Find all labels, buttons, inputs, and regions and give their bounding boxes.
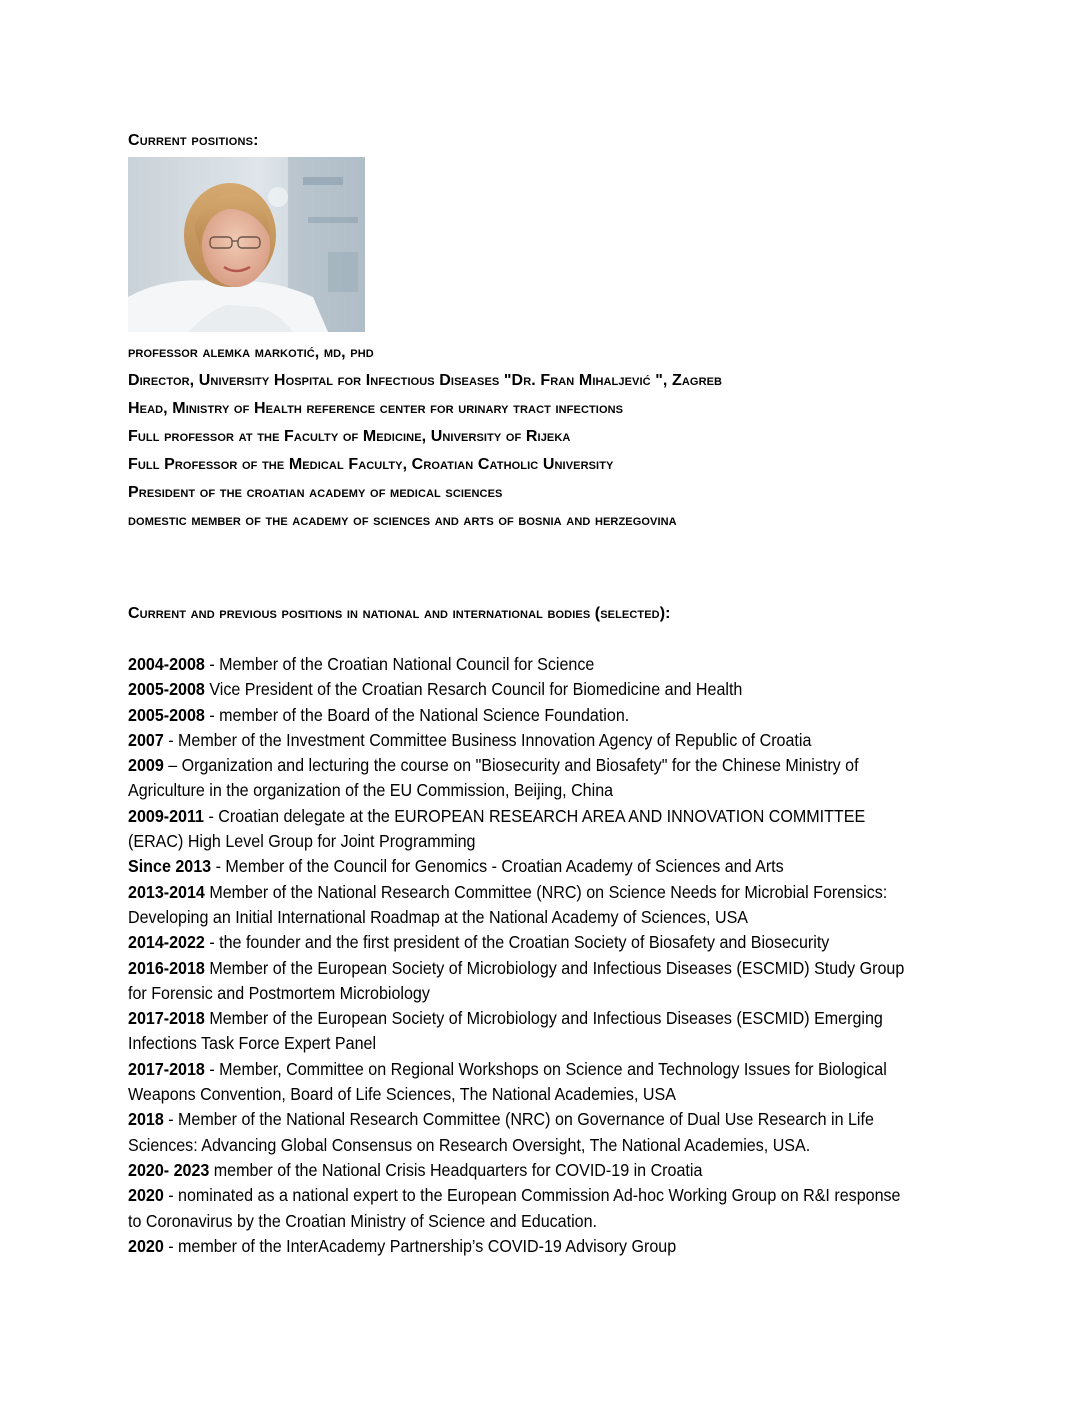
list-item	[128, 956, 909, 1007]
bodies-heading: Current and previous positions in national and international bodies (selected):	[128, 605, 671, 622]
positions-list	[128, 652, 909, 1259]
entry-year: 2020	[128, 1235, 164, 1256]
list-item	[128, 728, 909, 753]
list-item	[128, 854, 909, 879]
entry-text: Member of the National Research Committee (NRC) on Science Needs for Microbial Forensics: Developing an Initial International Roadmap at the National Academy of Sciences, USA	[128, 881, 888, 927]
list-item	[128, 1183, 909, 1234]
list-item	[128, 1057, 909, 1108]
entry-year: 2004-2008	[128, 654, 205, 674]
entry-year: 2017-2018	[128, 1058, 205, 1079]
list-item	[128, 1107, 909, 1158]
entry-year: 2016-2018	[128, 957, 205, 978]
list-item	[128, 804, 909, 855]
entry-year: 2009-2011	[128, 805, 204, 826]
entry-text: Member of the European Society of Microbiology and Infectious Diseases (ESCMID) Study Group for Forensic and Postmortem Microbiology	[128, 957, 905, 1003]
entry-year: 2017-2018	[128, 1008, 205, 1029]
list-item	[128, 1006, 909, 1057]
position-line: Head, Ministry of Health reference center for urinary tract infections	[128, 400, 624, 417]
entry-text: - Member of the National Research Committee (NRC) on Governance of Dual Use Research in Life Sciences: Advancing Global Consensus on Research Oversight, The National Academies, USA.	[128, 1109, 874, 1155]
entry-year: 2013-2014	[128, 881, 205, 902]
entry-text: Vice President of the Croatian Resarch Council for Biomedicine and Health	[204, 679, 743, 700]
list-item	[128, 1158, 909, 1183]
entry-year: 2018	[128, 1109, 164, 1130]
list-item	[128, 753, 909, 804]
entry-text: - Member, Committee on Regional Workshops on Science and Technology Issues for Biological Weapons Convention, Board of Life Sciences, The National Academies, USA	[128, 1058, 887, 1105]
list-item	[128, 1234, 909, 1259]
current-positions-heading: Current positions:	[128, 132, 259, 149]
entry-text: - Croatian delegate at the EUROPEAN RESEARCH AREA AND INNOVATION COMMITTEE (ERAC) High Level Group for Joint Programming	[128, 805, 866, 852]
position-line: domestic member of the academy of sciences and arts of bosnia and herzegovina	[128, 512, 677, 529]
entry-year: 2014-2022	[128, 932, 205, 953]
entry-text: - the founder and the first president of the Croatian Society of Biosafety and Biosecurity	[204, 932, 830, 953]
portrait-photo	[128, 157, 365, 332]
entry-text: - Member of the Croatian National Council for Science	[204, 654, 595, 674]
list-item	[128, 677, 909, 702]
entry-year: 2005-2008	[128, 704, 205, 725]
entry-text: Member of the European Society of Microbiology and Infectious Diseases (ESCMID) Emerging Infections Task Force Expert Panel	[128, 1008, 883, 1054]
entry-year: 2020- 2023	[128, 1159, 210, 1180]
entry-text: - member of the Board of the National Science Foundation.	[204, 704, 630, 725]
entry-year: 2005-2008	[128, 679, 205, 700]
list-item	[128, 880, 909, 931]
entry-text: - nominated as a national expert to the European Commission Ad-hoc Working Group on R&I response to Coronavirus by the Croatian Ministry of Science and Education.	[128, 1185, 901, 1231]
position-line: Director, University Hospital for Infectious Diseases "Dr. Fran Mihaljević ", Zagreb	[128, 372, 723, 389]
entry-text: member of the National Crisis Headquarters for COVID-19 in Croatia	[209, 1159, 703, 1180]
entry-year: Since 2013	[128, 856, 212, 877]
entry-year: 2007	[128, 729, 164, 750]
entry-text: - member of the InterAcademy Partnership’s COVID-19 Advisory Group	[163, 1235, 677, 1256]
position-line: Full Professor of the Medical Faculty, Croatian Catholic University	[128, 456, 614, 473]
entry-year: 2009	[128, 755, 164, 776]
list-item	[128, 652, 909, 677]
list-item	[128, 930, 909, 955]
entry-text: – Organization and lecturing the course on "Biosecurity and Biosafety" for the Chinese Ministry of Agriculture in the organization of the EU Commission, Beijing, China	[128, 755, 859, 801]
position-line: Full professor at the Faculty of Medicine, University of Rijeka	[128, 428, 571, 445]
entry-text: - Member of the Investment Committee Business Innovation Agency of Republic of Croatia	[163, 729, 812, 750]
list-item	[128, 703, 909, 728]
position-line: professor alemka markotić, md, phd	[128, 344, 374, 361]
entry-year: 2020	[128, 1185, 164, 1206]
position-line: President of the croatian academy of medical sciences	[128, 484, 503, 501]
entry-text: - Member of the Council for Genomics - Croatian Academy of Sciences and Arts	[211, 856, 784, 877]
